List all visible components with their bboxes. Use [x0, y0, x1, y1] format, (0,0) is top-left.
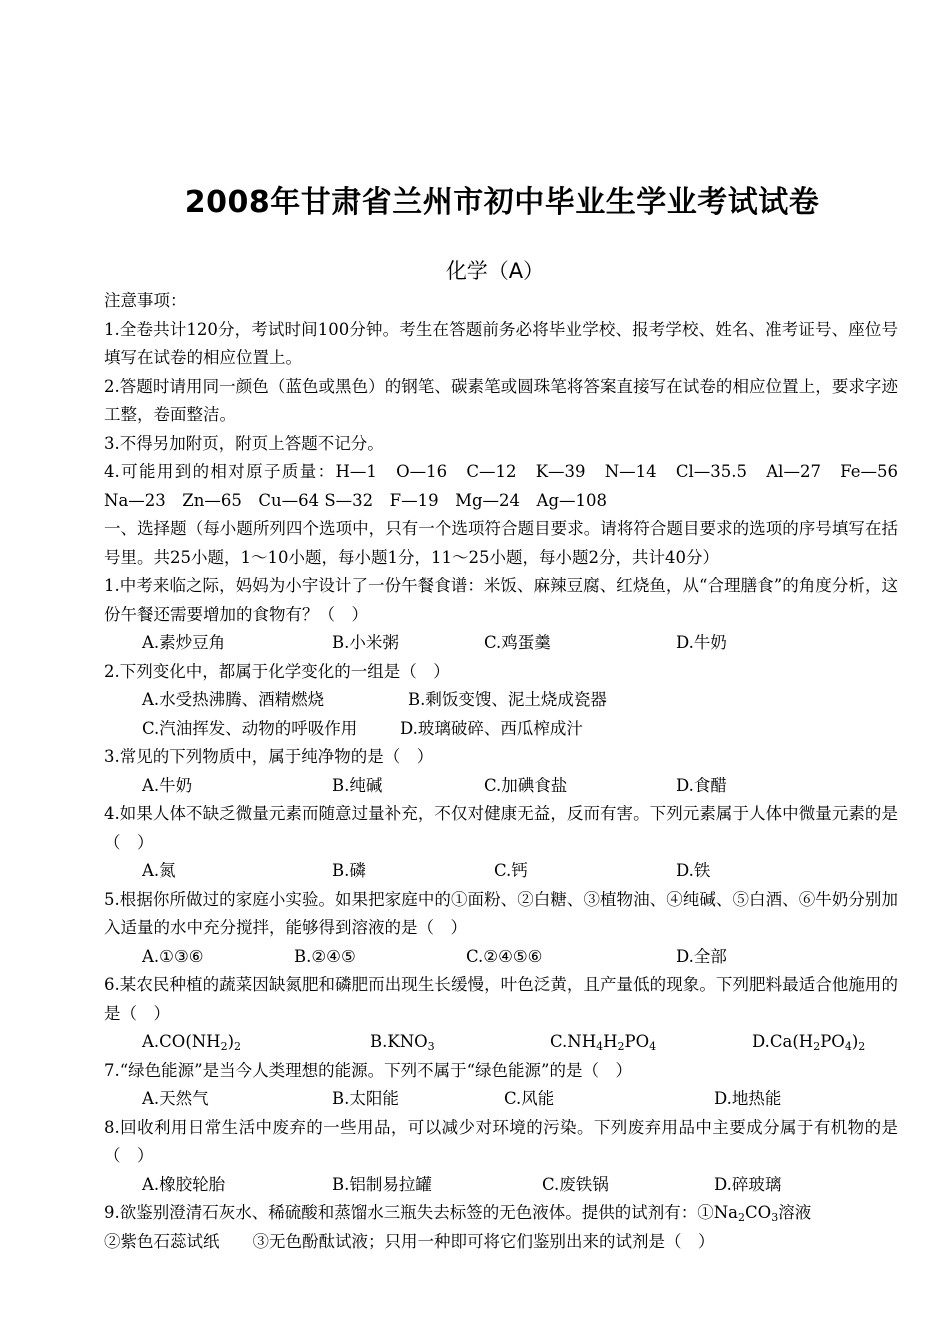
- option: D.全部: [676, 946, 727, 966]
- option: C.风能: [504, 1089, 555, 1108]
- option: C.废铁锅: [542, 1174, 609, 1194]
- option: C.汽油挥发、动物的呼吸作用: [142, 718, 358, 738]
- option: C.加碘食盐: [484, 775, 568, 795]
- question-stem: 7.“绿色能源”是当今人类理想的能源。下列不属于“绿色能源”的是（ ）: [104, 1060, 632, 1080]
- page-subtitle: 化学（A）: [445, 259, 545, 283]
- page-title: 2008年甘肃省兰州市初中毕业生学业考试试卷: [184, 185, 820, 220]
- option: A.氮: [142, 861, 176, 880]
- option: $C.NH_4H_2PO_4$: [550, 1032, 657, 1053]
- option: B.小米粥: [332, 633, 399, 652]
- option: D.地热能: [714, 1089, 782, 1108]
- question-stem: 9.欲鉴别澄清石灰水、稀硫酸和蒸馏水三瓶失去标签的无色液体。提供的试剂有：$①Na_2CO_3$溶液: [104, 1203, 812, 1224]
- option: D.铁: [676, 861, 711, 880]
- question-options: [104, 857, 898, 886]
- option: B.纯碱: [332, 775, 383, 795]
- notice-item: 2.答题时请用同一颜色（蓝色或黑色）的钢笔、碳素笔或圆珠笔将答案直接写在试卷的相应位置上，要求字迹工整，卷面整洁。: [104, 376, 898, 424]
- notice-heading: 注意事项：: [104, 291, 187, 310]
- question-stem: 5.根据你所做过的家庭小实验。如果把家庭中的①面粉、②白糖、③植物油、④纯碱、⑤白酒、⑥牛奶分别加入适量的水中充分搅拌，能够得到溶液的是（ ）: [104, 889, 898, 937]
- question-stem: 4.如果人体不缺乏微量元素而随意过量补充，不仅对健康无益，反而有害。下列元素属于人体中微量元素的是（ ）: [104, 804, 898, 852]
- option: D.玻璃破碎、西瓜榨成汁: [400, 718, 583, 738]
- option: A.天然气: [142, 1089, 209, 1108]
- question-stem: ②紫色石蕊试纸 ③无色酚酞试液；只用一种即可将它们鉴别出来的试剂是（ ）: [104, 1231, 715, 1251]
- option: A.素炒豆角: [142, 633, 226, 652]
- option: C.钙: [494, 861, 528, 880]
- question-options: [104, 1171, 898, 1200]
- question-options: [104, 772, 898, 801]
- option: A.橡胶轮胎: [142, 1174, 226, 1194]
- option: $A.CO(NH_2)_2$: [142, 1032, 242, 1053]
- option: A.牛奶: [142, 775, 193, 795]
- option: B.太阳能: [332, 1089, 399, 1108]
- option: B.②④⑤: [294, 946, 356, 966]
- option: C.鸡蛋羹: [484, 633, 551, 652]
- question-stem: 8.回收利用日常生活中废弃的一些用品，可以减少对环境的污染。下列废弃用品中主要成分属于有机物的是（ ）: [104, 1117, 898, 1165]
- option: $B.KNO_3$: [370, 1032, 435, 1053]
- question-options: [104, 1028, 898, 1057]
- question-stem: 2.下列变化中，都属于化学变化的一组是（ ）: [104, 661, 450, 681]
- notice-item: 4.可能用到的相对原子质量：H—1 O—16 C—12 K—39 N—14 Cl—35.5 Al—27 Fe—56 Na—23 Zn—65 Cu—64 S—32 F—19 Mg—24 Ag—108: [104, 462, 915, 510]
- option: D.食醋: [676, 775, 727, 795]
- notice-item: 1.全卷共计120分，考试时间100分钟。考生在答题前务必将毕业学校、报考学校、姓名、准考证号、座位号填写在试卷的相应位置上。: [104, 319, 898, 367]
- section-intro: 一、选择题（每小题所列四个选项中，只有一个选项符合题目要求。请将符合题目要求的选项的序号填写在括号里。共25小题，1～10小题，每小题1分，11～25小题，每小题2分，共计40分）: [104, 519, 898, 567]
- question-stem: 6.某农民种植的蔬菜因缺氮肥和磷肥而出现生长缓慢，叶色泛黄，且产量低的现象。下列肥料最适合他施用的是（ ）: [104, 975, 898, 1023]
- question-options: [104, 629, 898, 658]
- option: B.剩饭变馊、泥土烧成瓷器: [408, 690, 607, 709]
- option: B.铝制易拉罐: [332, 1174, 432, 1194]
- exam-content: [104, 287, 915, 1256]
- question-options: [104, 1085, 898, 1114]
- question-stem: 1.中考来临之际，妈妈为小宇设计了一份午餐食谱：米饭、麻辣豆腐、红烧鱼，从“合理膳食”的角度分析，这份午餐还需要增加的食物有？（ ）: [104, 576, 898, 624]
- question-options: [104, 943, 898, 972]
- option: A.水受热沸腾、酒精燃烧: [142, 690, 325, 709]
- option: A.①③⑥: [142, 946, 204, 966]
- notice-item: 3.不得另加附页，附页上答题不记分。: [104, 433, 384, 453]
- option: D.碎玻璃: [714, 1174, 782, 1194]
- option: D.牛奶: [676, 633, 727, 652]
- question-options: [104, 686, 898, 715]
- option: $D.Ca(H_2PO_4)_2$: [752, 1032, 866, 1053]
- question-stem: 3.常见的下列物质中，属于纯净物的是（ ）: [104, 747, 434, 766]
- question-options: [104, 715, 898, 744]
- option: B.磷: [332, 861, 366, 880]
- option: C.②④⑤⑥: [466, 946, 543, 966]
